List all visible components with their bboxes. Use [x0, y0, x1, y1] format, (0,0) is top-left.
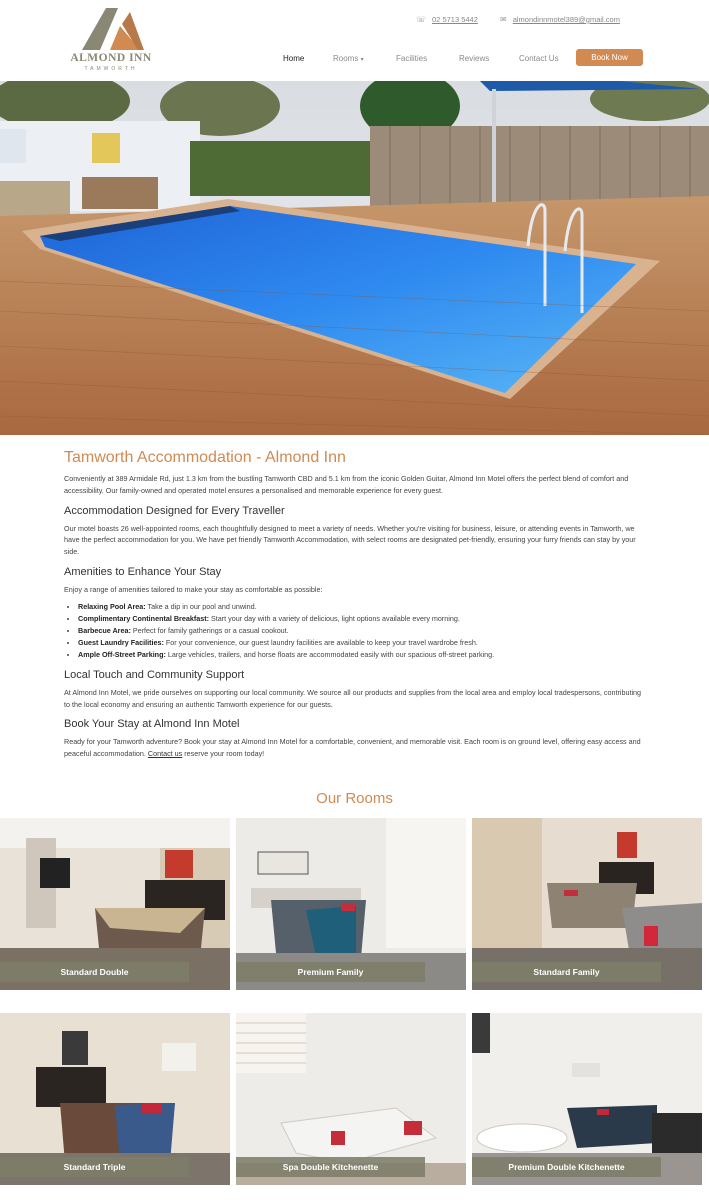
- page-title: Tamworth Accommodation - Almond Inn: [64, 449, 346, 466]
- nav-rooms[interactable]: [333, 54, 364, 63]
- list-item: [78, 625, 642, 637]
- book-now-button[interactable]: Book Now: [576, 49, 643, 66]
- nav-facilities[interactable]: Facilities: [396, 54, 428, 63]
- room-card-standard-family[interactable]: [472, 818, 702, 990]
- nav-rooms-label: Rooms: [333, 54, 359, 63]
- section-accommodation-title: Accommodation Designed for Every Traveller: [64, 504, 285, 517]
- room-label: Premium Family: [236, 962, 425, 982]
- main-content: [64, 449, 642, 760]
- logo-mark-icon: [70, 6, 152, 52]
- room-card-premium-family[interactable]: [236, 818, 466, 990]
- book-text-a: Ready for your Tamworth adventure? Book your stay at Almond Inn Motel for a comfortable, convenient, and memorable visit. Each room is on ground level, offering easy access and peaceful accommodation.: [64, 737, 641, 759]
- phone-link[interactable]: 02 5713 5442: [432, 15, 478, 24]
- room-card-spa-double-kitchenette[interactable]: [236, 1013, 466, 1185]
- phone-contact[interactable]: [416, 15, 478, 24]
- amenity-desc: For your convenience, our guest laundry facilities are available to keep your travel wardrobe fresh.: [163, 637, 478, 647]
- section-community-title: Local Touch and Community Support: [64, 668, 245, 681]
- rooms-section-title: Our Rooms: [316, 790, 393, 807]
- room-label: Spa Double Kitchenette: [236, 1157, 425, 1177]
- book-text-b: reserve your room today!: [182, 749, 265, 759]
- nav-contact[interactable]: Contact Us: [519, 54, 559, 63]
- brand-tagline: TAMWORTH: [84, 66, 138, 72]
- section-book-text: [64, 736, 642, 760]
- room-label: Standard Double: [0, 962, 189, 982]
- nav-home[interactable]: Home: [283, 54, 305, 63]
- email-link[interactable]: almondinnmotel389@gmail.com: [512, 15, 620, 24]
- amenity-desc: Take a dip in our pool and unwind.: [145, 601, 257, 611]
- room-card-premium-double-kitchenette[interactable]: [472, 1013, 702, 1185]
- room-card-standard-triple[interactable]: [0, 1013, 230, 1185]
- amenity-name: Barbecue Area:: [78, 625, 131, 635]
- section-amenities-text: Enjoy a range of amenities tailored to make your stay as comfortable as possible:: [64, 584, 323, 594]
- nav-reviews[interactable]: Reviews: [459, 54, 490, 63]
- amenities-list: [78, 601, 642, 661]
- list-item: [78, 601, 642, 613]
- amenity-name: Complimentary Continental Breakfast:: [78, 613, 209, 623]
- brand-name: ALMOND INN: [70, 52, 152, 64]
- amenity-desc: Start your day with a variety of delicious, light options available every morning.: [209, 613, 460, 623]
- room-label: Premium Double Kitchenette: [472, 1157, 661, 1177]
- list-item: [78, 649, 642, 661]
- section-accommodation-text: Our motel boasts 26 well-appointed rooms, each thoughtfully designed to meet a variety of needs. Whether you're visiting for business, leisure, or attending events in Tamworth, we have the perfect accommodation for you. We have pet friendly Tamworth Accommodation, with select rooms are designated pet-friendly, ensuring your furry friends can stay by your side.: [64, 523, 636, 557]
- logo[interactable]: [70, 6, 152, 76]
- section-book-title: Book Your Stay at Almond Inn Motel: [64, 718, 240, 731]
- amenity-name: Relaxing Pool Area:: [78, 601, 146, 611]
- list-item: [78, 613, 642, 625]
- mail-icon: ✉: [500, 15, 507, 24]
- section-community-text: At Almond Inn Motel, we pride ourselves on supporting our local community. We source all our products and supplies from the local area and employ local tradespersons, contributing to the local economy and ensuring an authentic Tamworth experience for our guests.: [64, 687, 642, 709]
- room-card-standard-double[interactable]: [0, 818, 230, 990]
- contact-us-link[interactable]: Contact us: [147, 749, 183, 759]
- room-label: Standard Triple: [0, 1157, 189, 1177]
- room-label: Standard Family: [472, 962, 661, 982]
- email-contact[interactable]: [500, 15, 620, 24]
- phone-icon: ☏: [416, 15, 427, 24]
- intro-text: Conveniently at 389 Armidale Rd, just 1.3 km from the bustling Tamworth CBD and 5.1 km from the iconic Golden Guitar, Almond Inn Motel offers the perfect blend of comfort and accessibility. Our family-owned and operated motel ensures a personalised and memorable experience for every guest.: [64, 474, 629, 495]
- list-item: [78, 637, 642, 649]
- amenity-name: Guest Laundry Facilities:: [78, 637, 164, 647]
- amenity-desc: Large vehicles, trailers, and horse floats are accommodated easily with our spacious off-street parking.: [165, 649, 495, 659]
- site-header: [0, 0, 709, 81]
- section-amenities-title: Amenities to Enhance Your Stay: [64, 565, 222, 578]
- amenity-name: Ample Off-Street Parking:: [78, 649, 166, 659]
- caret-down-icon: ▾: [360, 57, 364, 63]
- amenity-desc: Perfect for family gatherings or a casual cookout.: [130, 625, 289, 635]
- hero-image: [0, 81, 709, 435]
